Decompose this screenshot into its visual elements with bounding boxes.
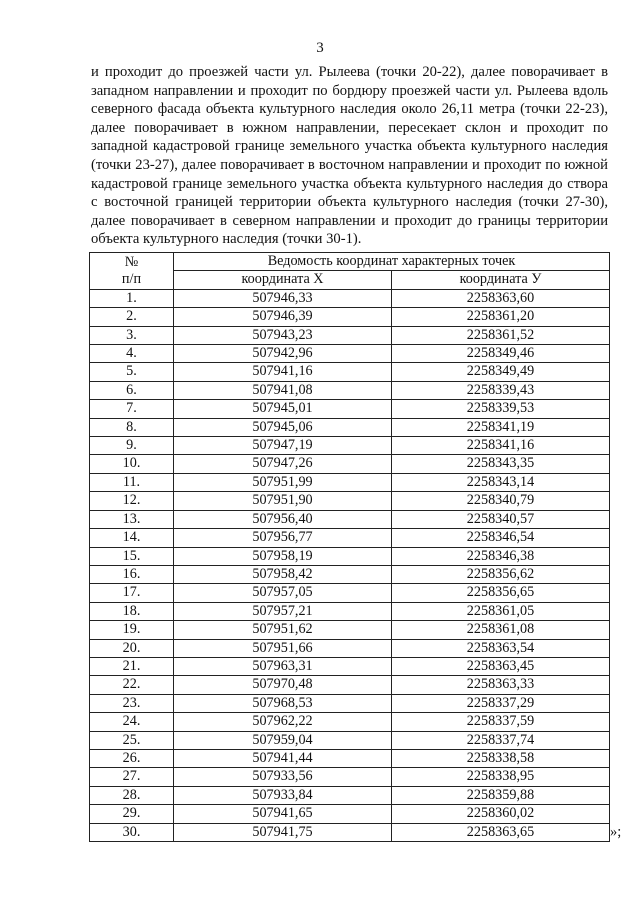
coordinate-x-cell: 507956,77 [174, 529, 392, 547]
coordinate-x-cell: 507946,39 [174, 308, 392, 326]
coordinate-x-cell: 507947,19 [174, 437, 392, 455]
table-row [90, 768, 610, 786]
coordinate-y-cell: 2258363,65 [392, 823, 610, 841]
coordinate-x-cell: 507951,66 [174, 639, 392, 657]
coordinate-x-cell: 507941,75 [174, 823, 392, 841]
point-number-cell: 23. [90, 694, 174, 712]
coordinate-y-cell: 2258363,60 [392, 289, 610, 307]
table-row [90, 694, 610, 712]
point-number-cell: 4. [90, 345, 174, 363]
coordinate-y-cell: 2258361,08 [392, 621, 610, 639]
coordinate-x-cell: 507962,22 [174, 713, 392, 731]
table-header-row [90, 253, 610, 271]
table-row [90, 749, 610, 767]
coordinate-y-cell: 2258360,02 [392, 805, 610, 823]
coordinate-y-cell: 2258356,62 [392, 565, 610, 583]
point-number-cell: 29. [90, 805, 174, 823]
point-number-cell: 25. [90, 731, 174, 749]
group-header: Ведомость координат характерных точек [174, 253, 610, 271]
table-row [90, 786, 610, 804]
coordinate-x-cell: 507957,21 [174, 602, 392, 620]
table-row [90, 823, 610, 841]
coordinate-y-cell: 2258363,33 [392, 676, 610, 694]
point-number-cell: 21. [90, 657, 174, 675]
coordinates-table [89, 252, 610, 842]
table-row [90, 363, 610, 381]
point-number-cell: 26. [90, 749, 174, 767]
coordinate-x-cell: 507942,96 [174, 345, 392, 363]
table-row [90, 510, 610, 528]
coordinate-x-cell: 507951,99 [174, 473, 392, 491]
coordinate-y-cell: 2258361,52 [392, 326, 610, 344]
coordinate-x-cell: 507947,26 [174, 455, 392, 473]
point-number-cell: 2. [90, 308, 174, 326]
coordinate-x-cell: 507941,08 [174, 381, 392, 399]
coordinate-x-cell: 507941,65 [174, 805, 392, 823]
coordinate-x-cell: 507956,40 [174, 510, 392, 528]
coordinate-x-cell: 507963,31 [174, 657, 392, 675]
table-row [90, 805, 610, 823]
table-row [90, 529, 610, 547]
intro-paragraph: и проходит до проезжей части ул. Рылеева (точки 20-22), далее поворачивает в западном направлении и проходит по бордюру проезжей части ул. Рылеева вдоль северного фасада объекта культурного наследия около 26,11 метра (точки 22-23), далее поворачивает в южном направлении, пересекает склон и проходит по западной кадастровой границе земельного участка объекта культурного наследия (точки 23-27), далее поворачивает в восточном направлении и проходит по южной кадастровой границе земельного участка объекта культурного наследия до створа с восточной границей территории объекта культурного наследия (точки 27-30), далее поворачивает в северном направлении и проходит до границы территории объекта культурного наследия (точки 30-1). [91, 64, 608, 248]
point-number-cell: 19. [90, 621, 174, 639]
table-row [90, 473, 610, 491]
coordinate-x-cell: 507951,90 [174, 492, 392, 510]
table-row [90, 381, 610, 399]
coordinate-y-cell: 2258337,29 [392, 694, 610, 712]
table-row [90, 308, 610, 326]
point-number-cell: 1. [90, 289, 174, 307]
coordinate-y-cell: 2258341,19 [392, 418, 610, 436]
table-row [90, 565, 610, 583]
table-row [90, 731, 610, 749]
point-number-cell: 3. [90, 326, 174, 344]
coordinate-y-cell: 2258349,46 [392, 345, 610, 363]
num-header-line2: п/п [121, 270, 142, 287]
coordinate-y-cell: 2258343,35 [392, 455, 610, 473]
coordinate-y-cell: 2258343,14 [392, 473, 610, 491]
coordinate-y-cell: 2258340,79 [392, 492, 610, 510]
table-row [90, 547, 610, 565]
point-number-cell: 27. [90, 768, 174, 786]
coordinate-y-cell: 2258346,54 [392, 529, 610, 547]
point-number-cell: 13. [90, 510, 174, 528]
point-number-cell: 22. [90, 676, 174, 694]
coordinate-y-cell: 2258338,58 [392, 749, 610, 767]
table-row [90, 455, 610, 473]
point-number-cell: 20. [90, 639, 174, 657]
coordinate-x-cell: 507933,56 [174, 768, 392, 786]
coordinate-y-cell: 2258363,45 [392, 657, 610, 675]
point-number-cell: 9. [90, 437, 174, 455]
table-row [90, 418, 610, 436]
point-number-cell: 30. [90, 823, 174, 841]
point-number-cell: 10. [90, 455, 174, 473]
num-header-line1: № [124, 253, 139, 270]
coordinate-x-cell: 507941,44 [174, 749, 392, 767]
col-x-header: координата X [174, 271, 392, 289]
coordinate-x-cell: 507959,04 [174, 731, 392, 749]
coordinate-x-cell: 507970,48 [174, 676, 392, 694]
coordinate-y-cell: 2258337,59 [392, 713, 610, 731]
coordinate-y-cell: 2258363,54 [392, 639, 610, 657]
point-number-cell: 6. [90, 381, 174, 399]
point-number-cell: 18. [90, 602, 174, 620]
closing-quote: »; [610, 824, 622, 840]
num-column-header [90, 253, 174, 290]
table-row [90, 437, 610, 455]
point-number-cell: 8. [90, 418, 174, 436]
table-row [90, 713, 610, 731]
coordinate-y-cell: 2258338,95 [392, 768, 610, 786]
point-number-cell: 11. [90, 473, 174, 491]
coordinate-y-cell: 2258340,57 [392, 510, 610, 528]
table-row [90, 289, 610, 307]
point-number-cell: 24. [90, 713, 174, 731]
page-number: 3 [316, 40, 324, 56]
coordinate-x-cell: 507951,62 [174, 621, 392, 639]
point-number-cell: 5. [90, 363, 174, 381]
coordinate-y-cell: 2258356,65 [392, 584, 610, 602]
coordinate-x-cell: 507941,16 [174, 363, 392, 381]
col-y-header: координата У [392, 271, 610, 289]
table-row [90, 492, 610, 510]
coordinate-y-cell: 2258359,88 [392, 786, 610, 804]
coordinate-x-cell: 507945,06 [174, 418, 392, 436]
point-number-cell: 14. [90, 529, 174, 547]
point-number-cell: 17. [90, 584, 174, 602]
coordinate-y-cell: 2258349,49 [392, 363, 610, 381]
table-row [90, 345, 610, 363]
point-number-cell: 15. [90, 547, 174, 565]
point-number-cell: 28. [90, 786, 174, 804]
coordinate-y-cell: 2258339,43 [392, 381, 610, 399]
coordinate-y-cell: 2258361,05 [392, 602, 610, 620]
coordinate-y-cell: 2258341,16 [392, 437, 610, 455]
coordinate-x-cell: 507968,53 [174, 694, 392, 712]
table-row [90, 621, 610, 639]
coordinate-x-cell: 507958,42 [174, 565, 392, 583]
coordinate-x-cell: 507958,19 [174, 547, 392, 565]
table-row [90, 639, 610, 657]
table-row [90, 326, 610, 344]
table-row [90, 584, 610, 602]
coordinate-x-cell: 507946,33 [174, 289, 392, 307]
table-row [90, 676, 610, 694]
table-row [90, 400, 610, 418]
point-number-cell: 16. [90, 565, 174, 583]
coordinate-x-cell: 507943,23 [174, 326, 392, 344]
coordinate-x-cell: 507945,01 [174, 400, 392, 418]
coordinate-x-cell: 507933,84 [174, 786, 392, 804]
coordinate-y-cell: 2258339,53 [392, 400, 610, 418]
table-row [90, 657, 610, 675]
point-number-cell: 7. [90, 400, 174, 418]
coordinate-x-cell: 507957,05 [174, 584, 392, 602]
point-number-cell: 12. [90, 492, 174, 510]
coordinate-y-cell: 2258346,38 [392, 547, 610, 565]
coordinate-y-cell: 2258361,20 [392, 308, 610, 326]
coordinate-y-cell: 2258337,74 [392, 731, 610, 749]
table-row [90, 602, 610, 620]
